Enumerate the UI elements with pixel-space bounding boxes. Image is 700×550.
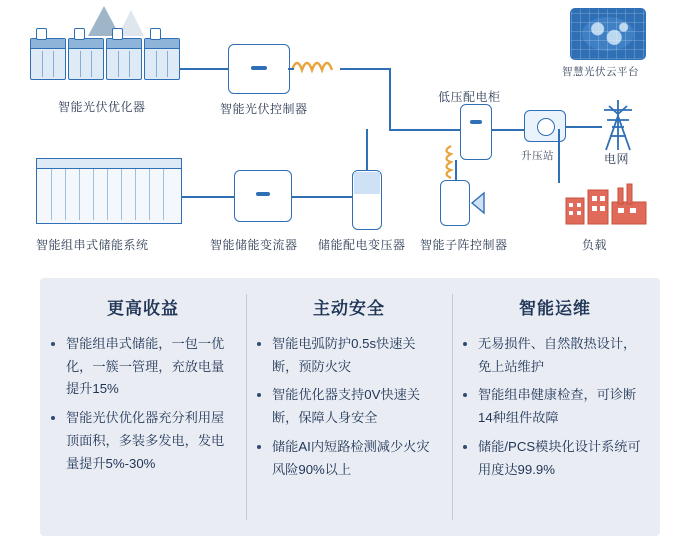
benefit-title-3: 智能运维	[519, 299, 591, 318]
optimizer-unit-2	[74, 28, 85, 40]
storage-transformer-window	[354, 172, 380, 194]
benefit-item-text: 储能AI内短路检测减少火灾风险90%以上	[272, 438, 430, 477]
label-grid: 电网	[604, 152, 630, 166]
benefit-column-3	[452, 278, 658, 536]
label-controller: 智能光伏控制器	[220, 102, 308, 116]
cloud-platform-icon	[570, 8, 646, 60]
list-item	[478, 384, 646, 429]
label-pcs: 智能储能变流器	[210, 238, 298, 252]
wire-storage-pcs	[182, 196, 234, 198]
pv-panel-4	[144, 38, 180, 80]
list-item	[66, 407, 234, 475]
pv-panel-3	[106, 38, 142, 80]
wire-transformer-bus	[366, 129, 368, 170]
lv-cabinet-box	[460, 104, 492, 160]
wire-cabinet-subarray	[455, 160, 457, 180]
optimizer-unit-3	[112, 28, 123, 40]
list-item	[66, 333, 234, 401]
label-lv-cabinet: 低压配电柜	[438, 90, 501, 104]
benefits-panel	[40, 278, 660, 536]
lv-cabinet-slot	[470, 120, 482, 124]
benefit-title-2: 主动安全	[313, 299, 385, 318]
antenna-icon	[470, 190, 488, 221]
benefit-list-3	[452, 333, 658, 481]
benefit-item-text: 智能优化器支持0V快速关断，保障人身安全	[272, 387, 421, 426]
benefit-item-text: 智能组串式储能，一包一优化，一簇一管理，充放电量提升15%	[66, 336, 225, 397]
benefit-item-text: 无易损件、自然散热设计，免上站维护	[478, 336, 637, 374]
label-transformer: 储能配电变压器	[318, 238, 406, 252]
pv-panel-2	[68, 38, 104, 80]
pv-panel-1	[30, 38, 66, 80]
pcs-slot	[256, 192, 270, 196]
label-booster: 升压站	[521, 150, 554, 162]
benefit-column-1	[40, 278, 246, 536]
wire-pcs-transformer	[292, 196, 352, 198]
benefit-list-2	[246, 333, 452, 481]
list-item	[478, 436, 646, 481]
optimizer-unit-4	[150, 28, 161, 40]
coil-icon-1	[290, 52, 342, 83]
pv-controller-slot	[251, 66, 267, 70]
benefit-item-text: 智能电弧防护0.5s快速关断，预防火灾	[272, 336, 416, 374]
list-item	[478, 333, 646, 378]
list-item	[272, 436, 440, 481]
label-optimizer: 智能光伏优化器	[58, 100, 146, 114]
system-diagram	[0, 0, 700, 272]
benefit-title-1: 更高收益	[107, 299, 179, 318]
list-item	[272, 384, 440, 429]
label-storage-system: 智能组串式储能系统	[36, 238, 149, 252]
benefit-item-text: 智能光伏优化器充分利用屋顶面积，多装多发电，发电量提升5%-30%	[66, 410, 225, 471]
list-item	[272, 333, 440, 378]
label-subarray: 智能子阵控制器	[420, 238, 508, 252]
bus-vertical-main	[389, 68, 391, 130]
load-factory-icon	[564, 182, 648, 231]
wire-controller-coil	[288, 68, 294, 70]
benefit-item-text: 储能/PCS模块化设计系统可用度达99.9%	[478, 438, 641, 477]
benefit-list-1	[40, 333, 246, 475]
optimizer-unit-1	[36, 28, 47, 40]
benefit-column-2	[246, 278, 452, 536]
wire-optimizer-controller	[180, 68, 228, 70]
storage-container	[36, 158, 182, 224]
pcs-box	[234, 170, 292, 222]
benefit-item-text: 智能组串健康检查，可诊断14种组件故障	[478, 387, 637, 426]
label-load: 负载	[582, 238, 608, 252]
wire-coil-bus	[340, 68, 390, 70]
wire-bus-load	[558, 129, 560, 183]
booster-transformer-icon	[537, 118, 555, 136]
subarray-controller-box	[440, 180, 470, 226]
label-cloud: 智慧光伏云平台	[562, 66, 639, 78]
